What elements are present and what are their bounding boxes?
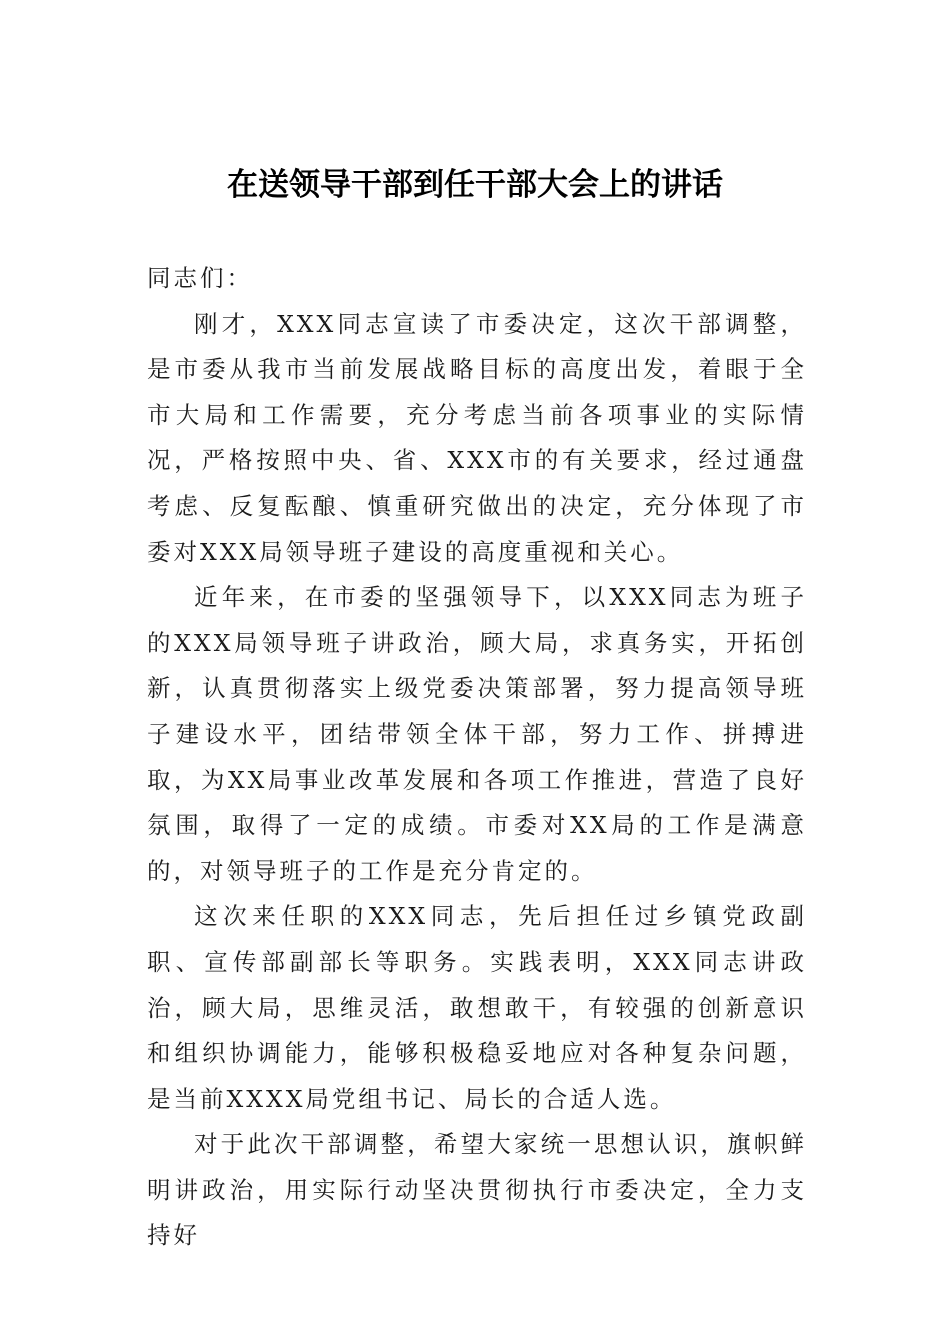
paragraph-3: 这次来任职的XXX同志，先后担任过乡镇党政副职、宣传部副部长等职务。实践表明，XXX同志讲政治，顾大局，思维灵活，敢想敢干，有较强的创新意识和组织协调能力，能够积极稳妥地应对各种复杂问题，是当前XXXX局党组书记、局长的合适人选。	[147, 902, 807, 1113]
document-body	[147, 256, 807, 1259]
paragraph-4: 对于此次干部调整，希望大家统一思想认识，旗帜鲜明讲政治，用实际行动坚决贯彻执行市委决定，全力支持好	[147, 1130, 807, 1250]
greeting: 同志们：	[147, 264, 253, 292]
document-title: 在送领导干部到任干部大会上的讲话	[227, 167, 723, 203]
paragraph-2: 近年来，在市委的坚强领导下，以XXX同志为班子的XXX局领导班子讲政治，顾大局，求真务实，开拓创新，认真贯彻落实上级党委决策部署，努力提高领导班子建设水平，团结带领全体干部，努力工作、拼搏进取，为XX局事业改革发展和各项工作推进，营造了良好氛围，取得了一定的成绩。市委对XX局的工作是满意的，对领导班子的工作是充分肯定的。	[147, 583, 807, 885]
paragraph-1: 刚才，XXX同志宣读了市委决定，这次干部调整，是市委从我市当前发展战略目标的高度出发，着眼于全市大局和工作需要，充分考虑当前各项事业的实际情况，严格按照中央、省、XXX市的有关要求，经过通盘考虑、反复酝酿、慎重研究做出的决定，充分体现了市委对XXX局领导班子建设的高度重视和关心。	[147, 309, 807, 566]
